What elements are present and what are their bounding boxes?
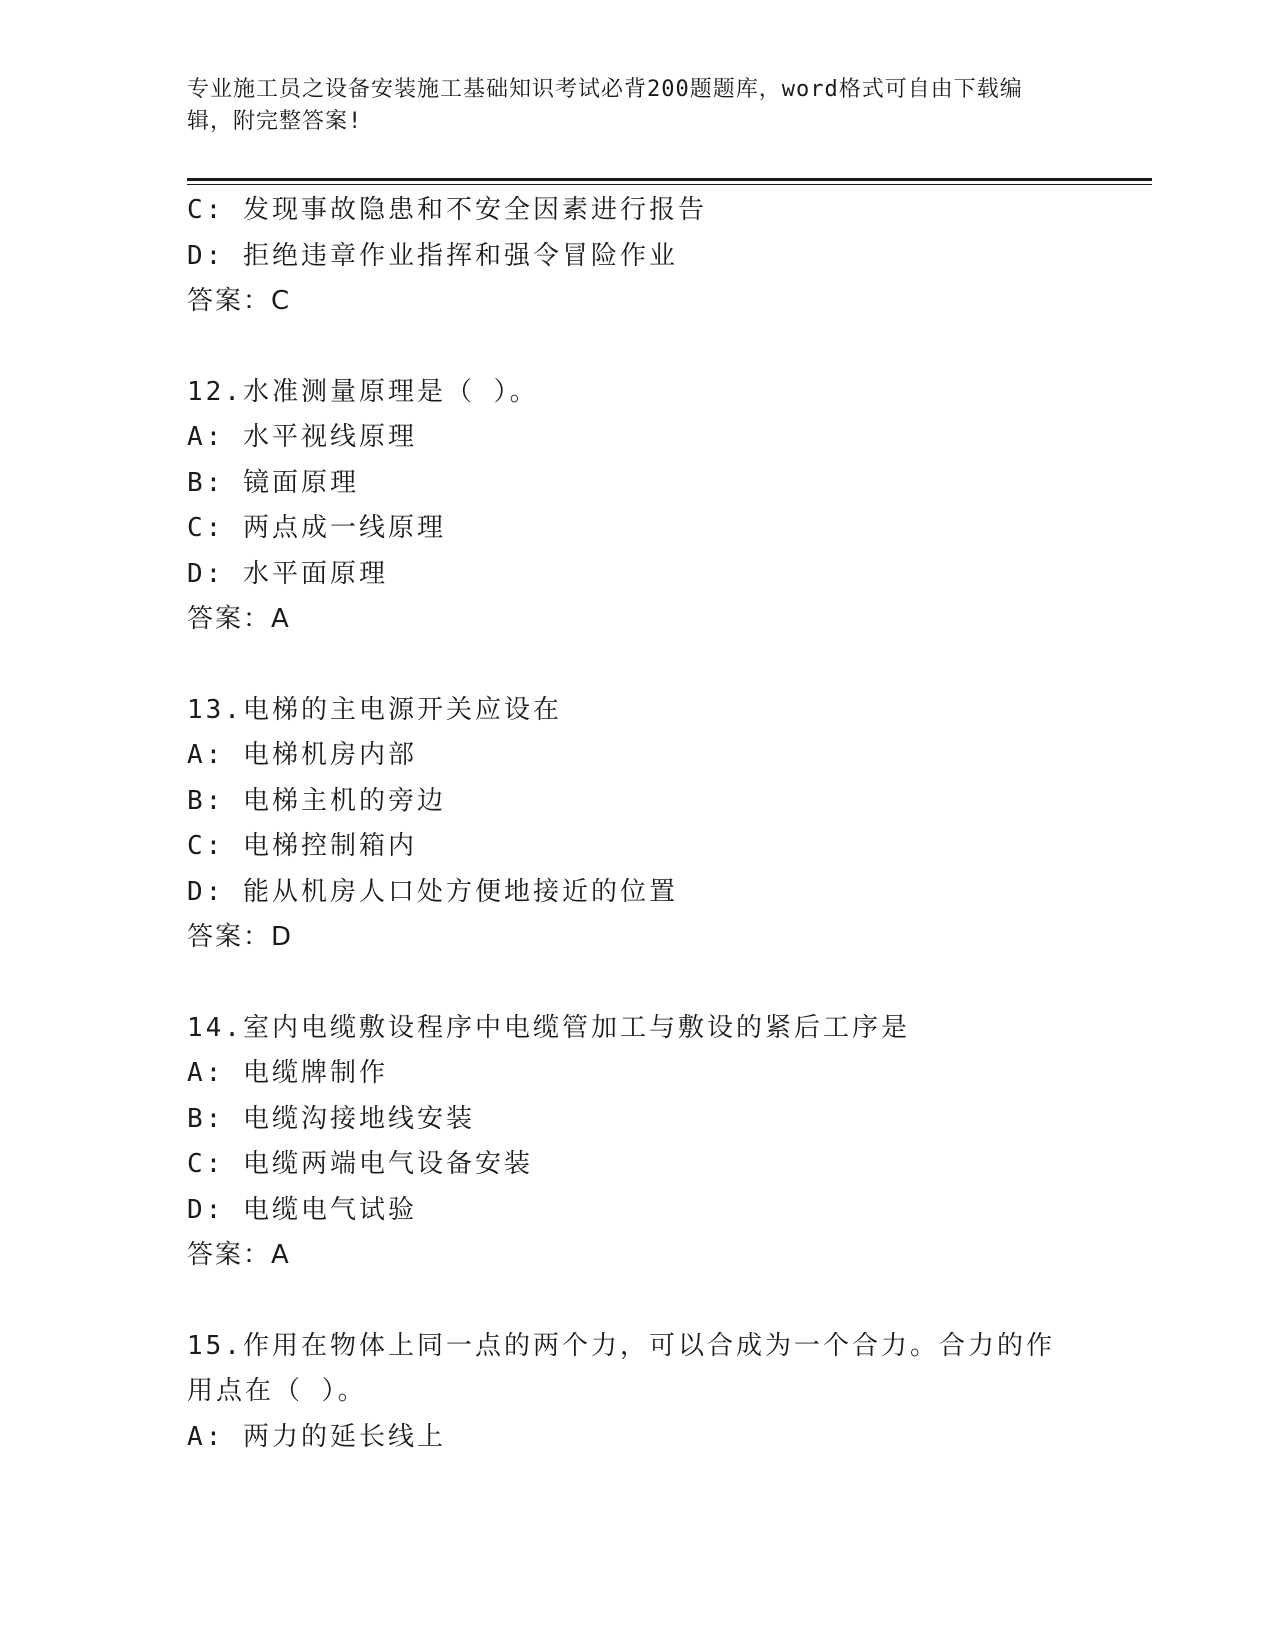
option-d: D: 拒绝违章作业指挥和强令冒险作业	[187, 240, 678, 271]
option-d: D: 电缆电气试验	[187, 1194, 417, 1225]
option-a: A: 水平视线原理	[187, 422, 417, 452]
question-15	[187, 1324, 1087, 1461]
answer-line: 答案：A	[187, 1240, 291, 1270]
option-a: A: 电梯机房内部	[187, 740, 417, 770]
option-b: B: 电梯主机的旁边	[187, 785, 446, 816]
option-b: B: 镜面原理	[187, 467, 359, 498]
option-a: A: 两力的延长线上	[187, 1421, 446, 1452]
option-c: C: 发现事故隐患和不安全因素进行报告	[187, 195, 707, 225]
question-11-continued	[187, 188, 1087, 325]
option-a: A: 电缆牌制作	[187, 1058, 388, 1088]
document-header: 专业施工员之设备安装施工基础知识考试必背200题题库，word格式可自由下载编辑，附完整答案!	[187, 77, 1023, 134]
option-d: D: 能从机房人口处方便地接近的位置	[187, 876, 678, 907]
option-c: C: 电缆两端电气设备安装	[187, 1149, 533, 1179]
question-stem: 12.水准测量原理是（ ）。	[187, 376, 539, 407]
header-divider-thick	[187, 178, 1152, 181]
question-12	[187, 370, 1087, 643]
question-14	[187, 1006, 1087, 1279]
question-stem: 14.室内电缆敷设程序中电缆管加工与敷设的紧后工序是	[187, 1012, 910, 1043]
option-b: B: 电缆沟接地线安装	[187, 1103, 475, 1134]
question-13	[187, 688, 1087, 961]
question-stem: 15.作用在物体上同一点的两个力，可以合成为一个合力。合力的作用点在（ ）。	[187, 1330, 1055, 1406]
answer-line: 答案：C	[187, 286, 292, 316]
answer-line: 答案：D	[187, 922, 294, 952]
option-c: C: 电梯控制箱内	[187, 831, 417, 861]
option-d: D: 水平面原理	[187, 558, 388, 589]
question-stem: 13.电梯的主电源开关应设在	[187, 694, 562, 725]
question-list	[187, 188, 1087, 1505]
header-divider-thin	[187, 184, 1152, 185]
option-c: C: 两点成一线原理	[187, 513, 446, 543]
answer-line: 答案：A	[187, 604, 291, 634]
